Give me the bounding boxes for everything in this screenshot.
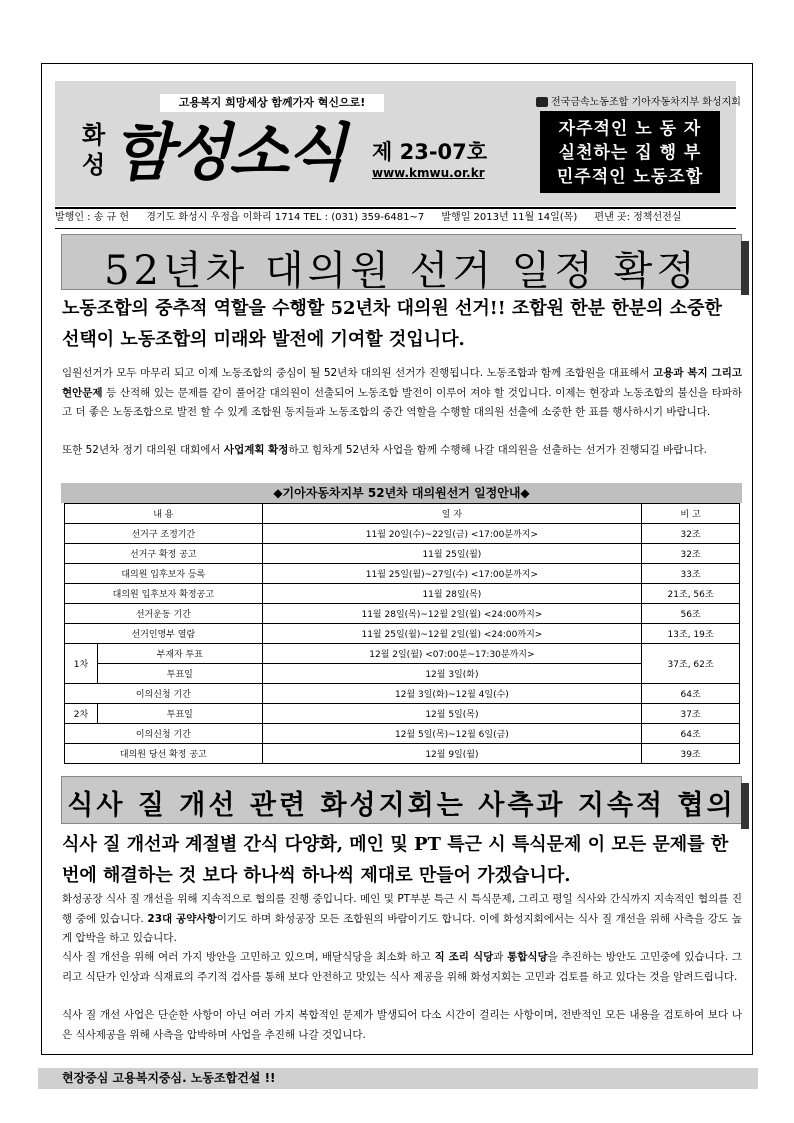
cell-item: 이의신청 기간 (65, 724, 263, 744)
headline-text: 52년차 대의원 선거 일정 확정 (104, 248, 699, 294)
emphasis: 사업계획 확정 (223, 444, 289, 456)
paragraph-election-2 (62, 441, 742, 461)
publication-info (55, 207, 736, 229)
union-emblem-icon (536, 97, 548, 107)
headline-shadow (741, 783, 749, 829)
issue-number: 제 23-07호 (372, 140, 488, 164)
motto-line: 자주적인 노 동 자 (558, 119, 702, 139)
cell-date: 11월 20일(수)~22일(금) <17:00분까지> (262, 524, 641, 544)
cell-item: 대의원 입후보자 확정공고 (65, 584, 263, 604)
cell-item: 선거구 확정 공고 (65, 544, 263, 564)
text: 과 (493, 951, 508, 963)
cell-date: 11월 25일(월)~12월 2일(월) <24:00까지> (262, 624, 641, 644)
cell-note: 64조 (642, 684, 740, 704)
paragraph-meal-1 (62, 890, 742, 949)
cell-item: 투표일 (97, 704, 262, 724)
table-row (65, 744, 740, 764)
headline-meal (61, 776, 742, 824)
cell-item: 대의원 당선 확정 공고 (65, 744, 263, 764)
table-row (65, 624, 740, 644)
header-note: 비 고 (642, 504, 740, 524)
text: 이기도 하며 화성공장 모든 조합원의 바람이기도 합니다. 이에 화성지회에서는 식사 질 개선을 위해 사측을 강도 높게 압박을 하고 있습니다. (62, 912, 742, 944)
paragraph-election-1 (62, 364, 742, 423)
motto-box (540, 111, 720, 193)
emphasis: 통합식당 (507, 951, 548, 963)
table-row (65, 604, 740, 624)
lead-meal: 식사 질 개선과 계절별 간식 다양화, 메인 및 PT 특근 시 특식문제 이 모든 문제를 한 번에 해결하는 것 보다 하나씩 하나씩 제대로 만들어 가겠습니다. (62, 834, 729, 886)
editor: 편낸 곳: 정책선전실 (594, 212, 682, 223)
cell-note: 13조, 19조 (642, 624, 740, 644)
cell-note: 37조 (642, 704, 740, 724)
table-row (65, 584, 740, 604)
text: 을 추진하는 방안도 고민중에 있습니다. 그리고 식단가 인상과 식재료의 주기적 검사를 통해 보다 안전하고 맛있는 식사 제공을 위해 화성지회는 고민과 검토를 하고 있다는 것을 알려드립니다. (62, 951, 742, 983)
emphasis: 고용과 복지 그리고 현안문제 (62, 367, 742, 399)
newspaper-title: 함성소식 (113, 116, 345, 189)
publisher: 발행인 : 송 규 헌 (55, 212, 130, 223)
table-row (65, 544, 740, 564)
cell-item: 투표일 (97, 664, 262, 684)
cell-date: 11월 25일(월)~27일(수) <17:00분까지> (262, 564, 641, 584)
table-row (65, 724, 740, 744)
cell-note: 39조 (642, 744, 740, 764)
cell-round: 2차 (65, 704, 98, 724)
motto-line: 실천하는 집 행 부 (558, 143, 702, 163)
table-row (65, 704, 740, 724)
cell-date: 11월 25일(월) (262, 544, 641, 564)
text: 화성공장 식사 질 개선을 위해 지속적으로 협의를 진행 중입니다. 메인 및 PT부분 특근 시 특식문제, 그리고 평일 식사와 간식까지 지속적인 협의를 진행 중에 있습니다. (62, 893, 742, 925)
cell-date: 12월 9일(월) (262, 744, 641, 764)
cell-item: 이의신청 기간 (65, 684, 263, 704)
footer-slogan: 현장중심 고용복지중심. 노동조합건설 !! (38, 1068, 758, 1089)
cell-item: 선거인명부 열람 (65, 624, 263, 644)
table-header-row (65, 504, 740, 524)
cell-date: 12월 3일(화)~12월 4일(수) (262, 684, 641, 704)
cell-round: 1차 (65, 644, 98, 684)
table-row (65, 664, 740, 684)
union-name: 전국금속노동조합 기아자동차지부 화성지회 (551, 97, 741, 108)
emphasis: 직 조리 식당 (434, 951, 494, 963)
cell-note: 37조, 62조 (642, 644, 740, 684)
text: 등 산적해 있는 문제를 같이 풀어갈 대의원이 선출되어 노동조합 발전이 이루어 져야 할 것입니다. 이제는 현장과 노동조합의 불신을 타파하고 더 좋은 노동조합으로 발전 할 수 있게 조합원 동지들과 노동조합의 중간 역할을 수행할 대의원 선출에 소중한 한 표를 행사하시기 바랍니다. (62, 386, 742, 418)
cell-note: 64조 (642, 724, 740, 744)
union-logo (536, 93, 741, 108)
paragraph-meal-3: 식사 질 개선 사업은 단순한 사항이 아닌 여러 가지 복합적인 문제가 발생되어 다소 시간이 걸리는 사항이며, 전반적인 모든 내용을 검토하여 보다 나은 식사제공을 위해 사측을 압박하며 사업을 추진해 나갈 것입니다. (62, 1009, 742, 1041)
header-date: 일 자 (262, 504, 641, 524)
cell-date: 12월 5일(목) (262, 704, 641, 724)
text: 또한 52년차 정기 대의원 대회에서 (62, 444, 224, 456)
motto-line: 민주적인 노동조합 (556, 167, 704, 187)
cell-note: 33조 (642, 564, 740, 584)
cell-note: 21조, 56조 (642, 584, 740, 604)
cell-date: 12월 2일(월) <07:00분~17:30분까지> (262, 644, 641, 664)
table-row (65, 644, 740, 664)
publish-date: 발행일 2013년 11월 14일(목) (441, 212, 578, 223)
lead-election: 노동조합의 중추적 역할을 수행할 52년차 대의원 선거!! 조합원 한분 한분의 소중한 선택이 노동조합의 미래와 발전에 기여할 것입니다. (62, 298, 722, 350)
text: 임원선거가 모두 마무리 되고 이제 노동조합의 중심이 될 52년차 대의원 선거가 진행됩니다. 노동조합과 함께 조합원을 대표해서 (62, 367, 654, 379)
cell-note: 32조 (642, 544, 740, 564)
schedule-table (64, 503, 740, 764)
cell-date: 12월 5일(목)~12월 6일(금) (262, 724, 641, 744)
cell-note: 32조 (642, 524, 740, 544)
emphasis: 23대 공약사항 (147, 912, 217, 925)
cell-item: 대의원 입후보자 등록 (65, 564, 263, 584)
region-label: 화성 (82, 120, 106, 179)
text: 식사 질 개선을 위해 여러 가지 방안을 고민하고 있으며, 배달식당을 최소화 하고 (62, 951, 435, 963)
table-row (65, 524, 740, 544)
cell-item: 선거운동 기간 (65, 604, 263, 624)
cell-note: 56조 (642, 604, 740, 624)
header-item: 내 용 (65, 504, 263, 524)
cell-date: 11월 28일(목)~12월 2일(월) <24:00까지> (262, 604, 641, 624)
website-link[interactable]: www.kmwu.or.kr (372, 166, 485, 180)
headline-election (61, 234, 742, 294)
cell-date: 12월 3일(화) (262, 664, 641, 684)
table-row (65, 564, 740, 584)
masthead-slogan: 고용복지 희망세상 함께가자 혁신으로! (160, 94, 384, 112)
text: 하고 힘차게 52년차 사업을 함께 수행해 나갈 대의원을 선출하는 선거가 진행되길 바랍니다. (288, 444, 707, 456)
headline-text: 식사 질 개선 관련 화성지회는 사측과 지속적 협의 (67, 790, 736, 821)
cell-date: 11월 28일(목) (262, 584, 641, 604)
schedule-table-title: ◆기아자동차지부 52년차 대의원선거 일정안내◆ (61, 483, 742, 503)
table-row (65, 684, 740, 704)
headline-shadow (741, 241, 749, 295)
address: 경기도 화성시 우정읍 이화리 1714 TEL : (031) 359-6481~7 (146, 212, 425, 223)
cell-item: 선거구 조정기간 (65, 524, 263, 544)
paragraph-meal-2 (62, 948, 742, 987)
cell-item: 부재자 투표 (97, 644, 262, 664)
